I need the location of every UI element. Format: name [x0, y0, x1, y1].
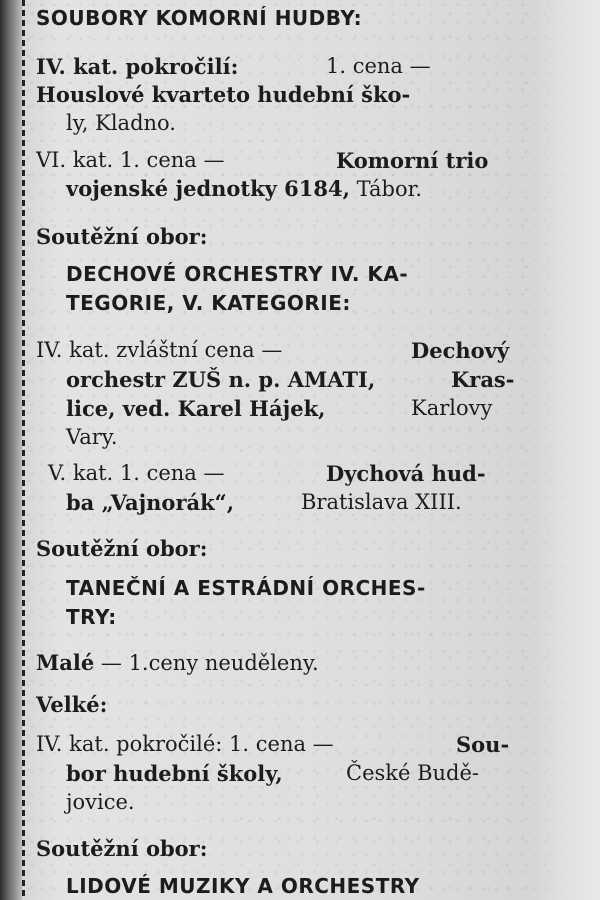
entry-ensemble: bor hudební školy, [66, 761, 283, 786]
entry-line: jovice. [66, 790, 135, 814]
entry-result: — 1.ceny neuděleny. [100, 651, 319, 675]
entry-category: V. kat. 1. cena — [48, 461, 225, 485]
section-heading-dance-orchestras-cont: TRY: [66, 605, 117, 629]
entry-prize: 1. cena — [326, 54, 431, 78]
entry-line: ly, Kladno. [66, 111, 176, 135]
entry-category: VI. kat. 1. cena — [36, 148, 225, 172]
section-heading-wind-orchestras: DECHOVÉ ORCHESTRY IV. KA- [66, 262, 409, 286]
entry-ensemble: Kras- [451, 367, 515, 392]
entry-line [66, 759, 526, 789]
column-divider-dashed [22, 0, 25, 900]
section-heading-dance-orchestras: TANEČNÍ A ESTRÁDNÍ ORCHES- [66, 576, 426, 600]
category-label: Soutěžní obor: [36, 224, 208, 249]
category-label: Velké: [36, 692, 108, 717]
entry-line [36, 648, 526, 678]
section-heading-folk-music: LIDOVÉ MUZIKY A ORCHESTRY [66, 874, 420, 898]
entry-line [36, 146, 526, 175]
entry-category: IV. kat. pokročilé: 1. cena — [36, 732, 334, 756]
entry-line: Vary. [66, 425, 118, 449]
entry-line [36, 336, 526, 365]
entry-city: České Budě- [346, 761, 480, 785]
entry-city: Bratislava XIII. [301, 490, 462, 514]
section-heading-chamber-music: SOUBORY KOMORNÍ HUDBY: [36, 6, 363, 30]
entry-category: Malé [36, 650, 95, 675]
entry-line [36, 52, 526, 82]
entry-ensemble: Dechový [411, 338, 510, 363]
category-label: Soutěžní obor: [36, 836, 208, 861]
entry-ensemble: ba „Vajnorák“, [66, 490, 235, 515]
entry-category: IV. kat. zvláštní cena — [36, 338, 283, 362]
entry-line [48, 459, 526, 488]
entry-line [66, 174, 526, 204]
entry-line [66, 394, 526, 424]
entry-line [66, 365, 526, 395]
entry-line [36, 730, 526, 759]
entry-ensemble: vojenské jednotky 6184, [66, 176, 350, 201]
entry-category: IV. kat. pokročilí: [36, 54, 239, 79]
entry-city: Tábor. [356, 177, 422, 201]
entry-ensemble: Dychová hud- [326, 461, 486, 486]
entry-conductor: lice, ved. Karel Hájek, [66, 396, 326, 421]
scan-right-fade [530, 0, 600, 900]
entry-ensemble: Komorní trio [336, 148, 489, 173]
entry-city: Karlovy [411, 396, 493, 420]
entry-line: Houslové kvarteto hudební ško- [36, 82, 411, 107]
entry-line [66, 488, 526, 518]
section-heading-wind-orchestras-cont: TEGORIE, V. KATEGORIE: [66, 291, 351, 315]
entry-ensemble: orchestr ZUŠ n. p. AMATI, [66, 367, 376, 392]
scan-left-edge [0, 0, 22, 900]
category-label: Soutěžní obor: [36, 536, 208, 561]
entry-ensemble: Sou- [456, 732, 510, 757]
